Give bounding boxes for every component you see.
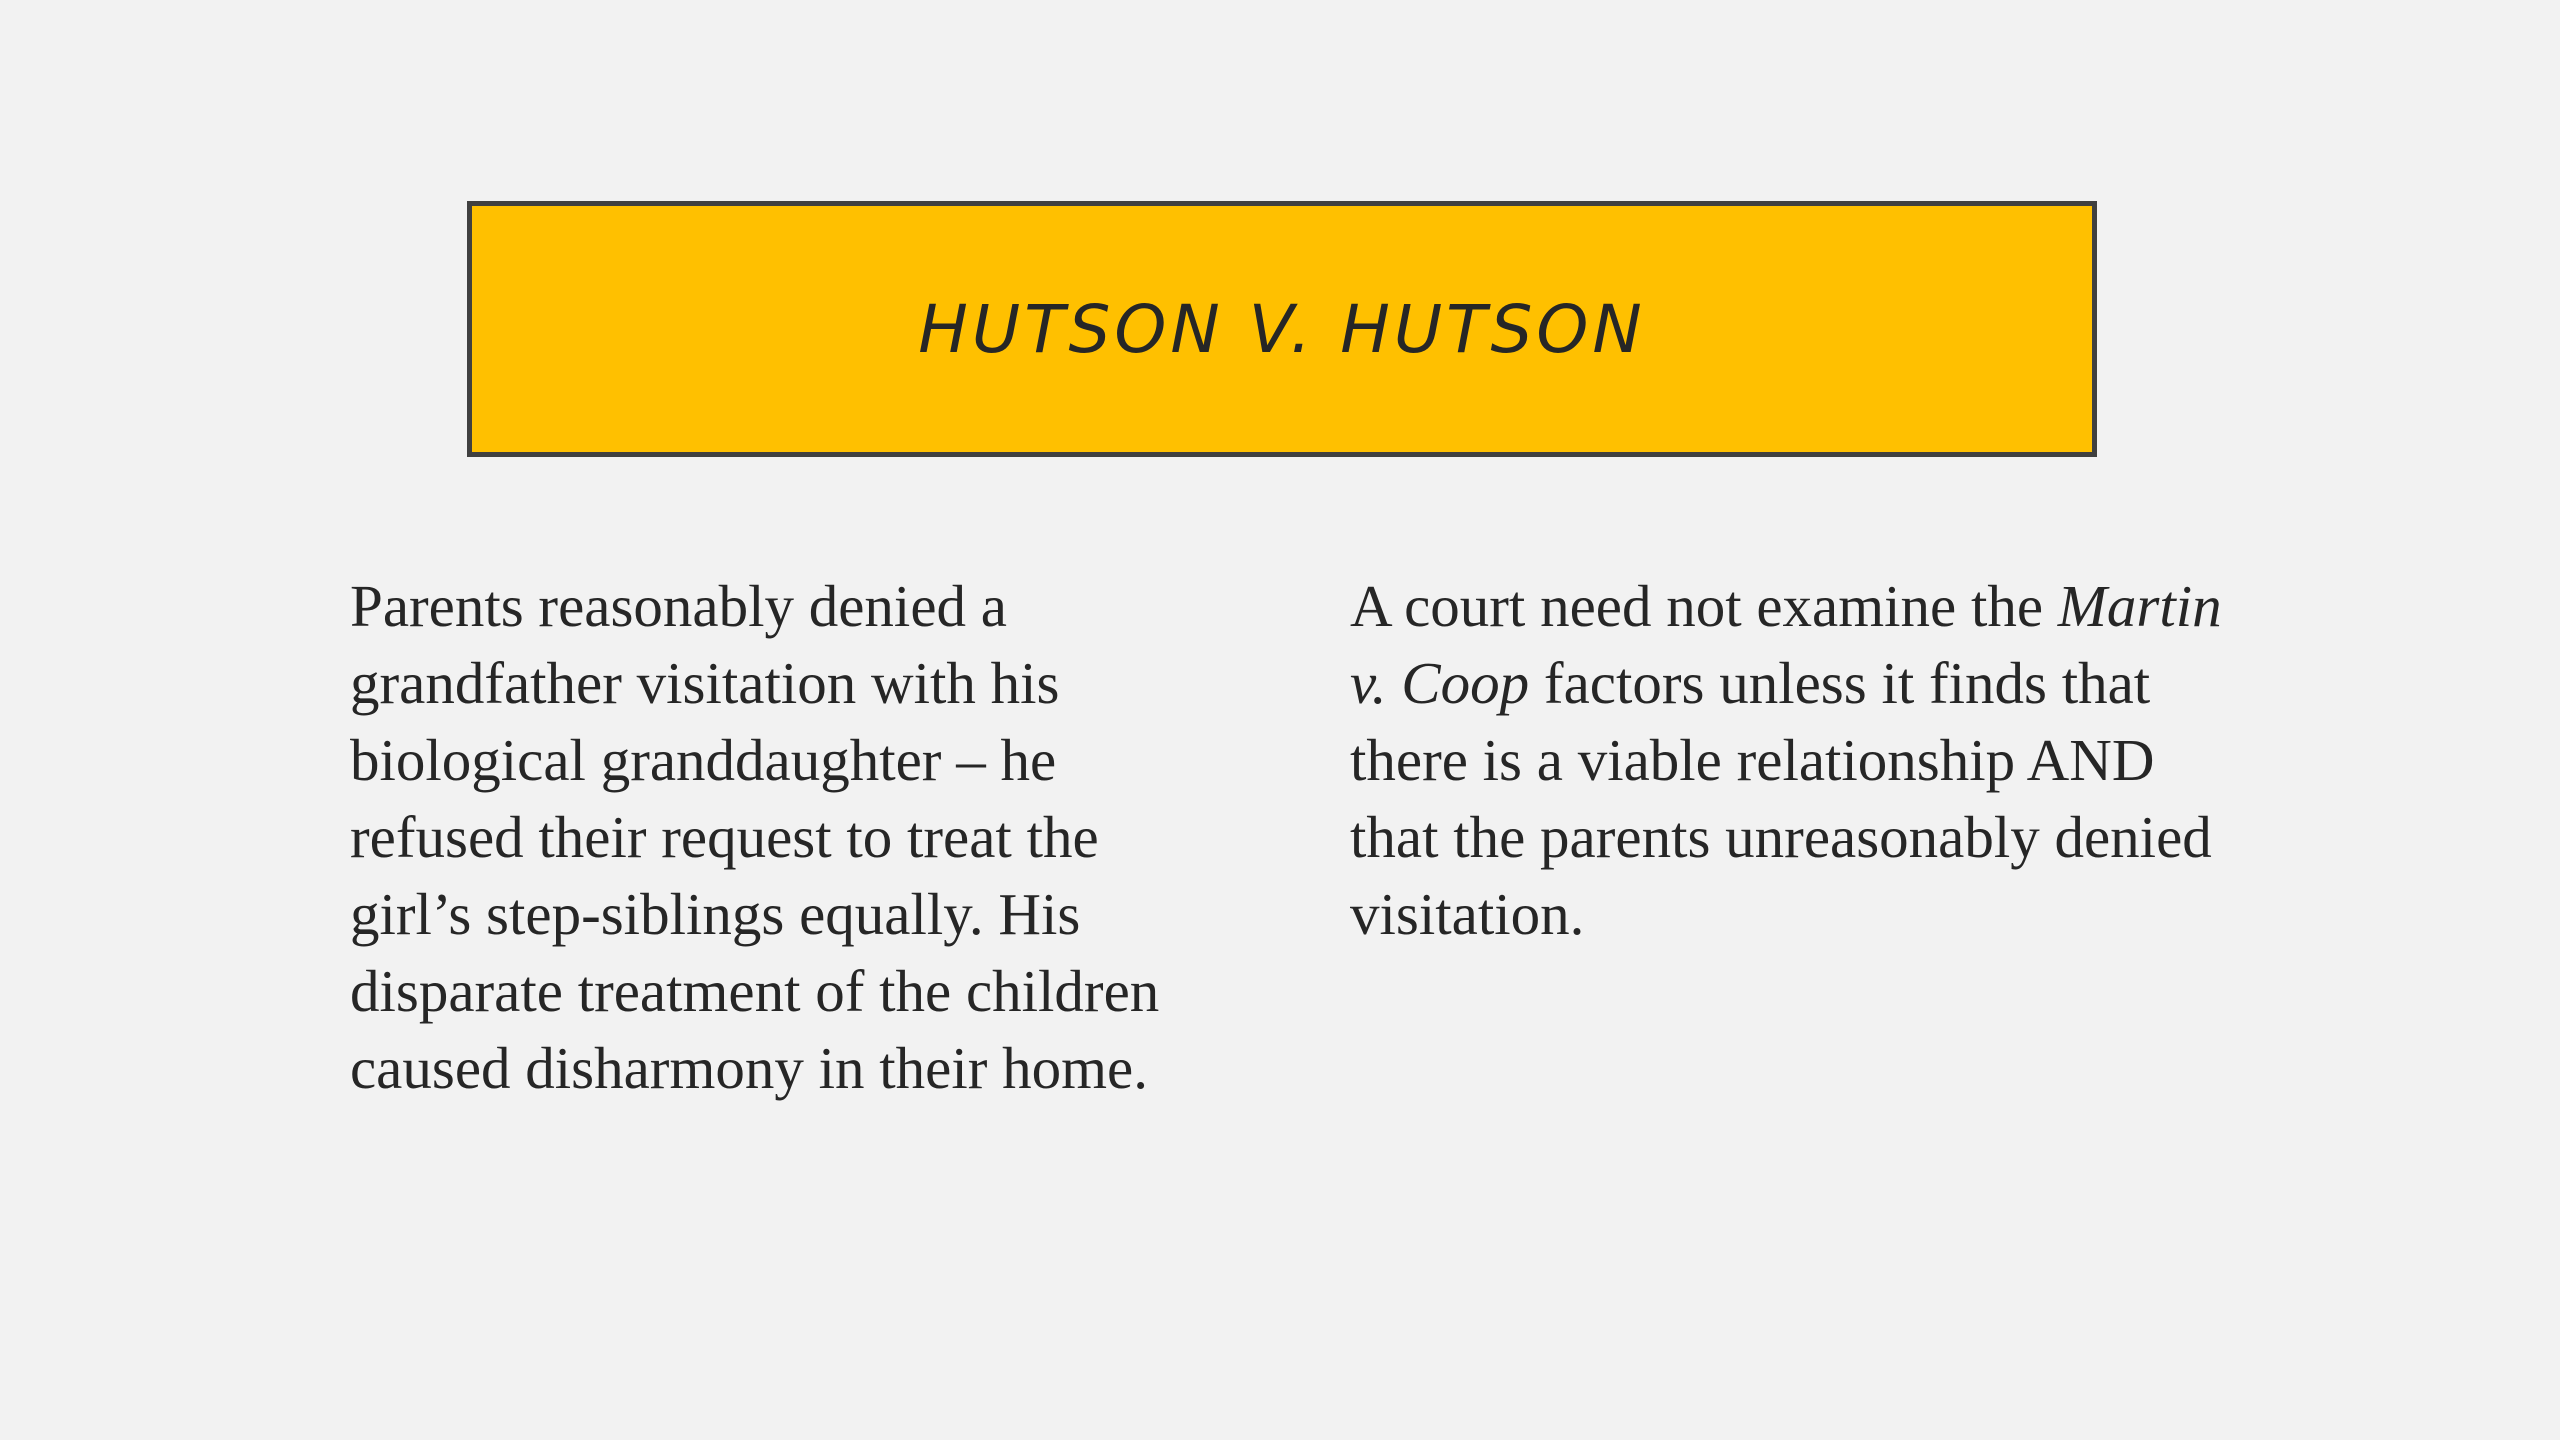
- left-column-text: Parents reasonably denied a grandfather visitation with his biological granddaughter – he refused their request to treat the girl’s step-siblings equally. His disparate treatment of the children caused disharmony in their home.: [350, 573, 1160, 1101]
- case-name-citation: Martin v. Coop: [1350, 573, 2222, 716]
- right-text-before: A court need not examine the: [1350, 573, 2058, 639]
- right-column: [1350, 568, 2230, 953]
- right-text-after: factors unless it finds that there is a viable relationship AND that the parents unreasonably denied visitation.: [1350, 650, 2212, 947]
- title-box: [467, 201, 2097, 457]
- slide-title: HUTSON V. HUTSON: [918, 290, 1646, 368]
- right-column-paragraph: [1350, 568, 2230, 953]
- left-column: [350, 568, 1190, 1107]
